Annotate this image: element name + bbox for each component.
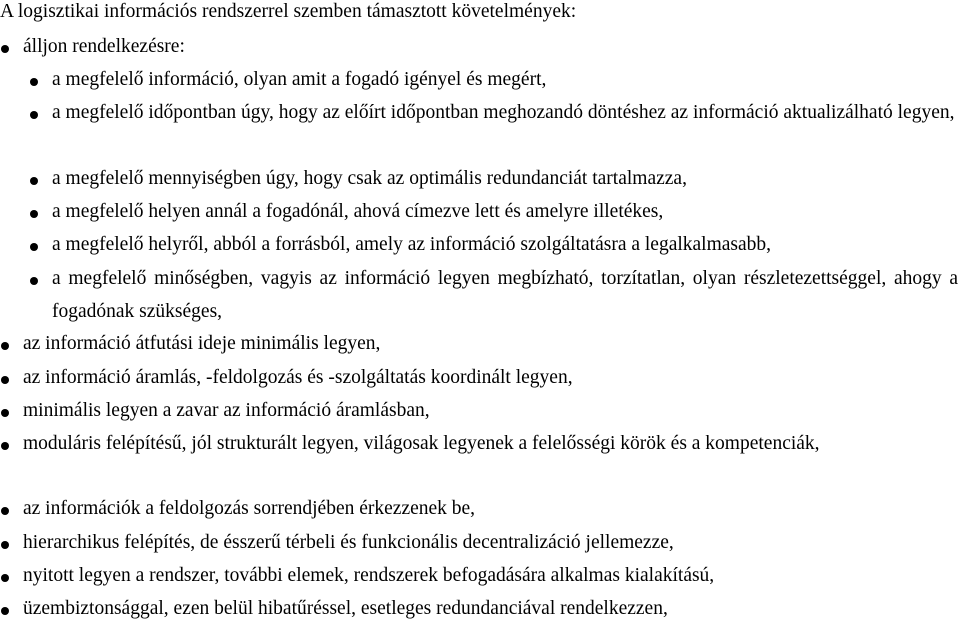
- list-item: [0, 361, 958, 395]
- bullet-icon: [1, 507, 9, 515]
- bullet-icon: [30, 111, 38, 119]
- list-item-text: moduláris felépítésű, jól strukturált legyen, világosak legyenek a felelősségi körök és a kompetenciák,: [23, 433, 820, 454]
- list-item: [30, 162, 958, 196]
- bullet-icon: [30, 177, 38, 185]
- list-item-text: a megfelelő időpontban úgy, hogy az előírt időpontban meghozandó döntéshez az információ aktualizálható legyen,: [52, 102, 955, 123]
- bullet-icon: [1, 409, 9, 417]
- list-item-text: üzembiztonsággal, ezen belül hibatűréssel, esetleges redundanciával rendelkezzen,: [23, 598, 668, 619]
- list-item: [30, 63, 958, 97]
- bullet-icon: [1, 376, 9, 384]
- list-item-text: a megfelelő helyen annál a fogadónál, ahová címezve lett és amelyre illetékes,: [52, 201, 664, 222]
- bullet-icon: [1, 442, 9, 450]
- bullet-icon: [30, 78, 38, 86]
- list-item: [0, 327, 958, 361]
- bullet-icon: [1, 45, 9, 53]
- list-item: [0, 592, 958, 626]
- list-item: [30, 262, 958, 328]
- list-item-text: az információk a feldolgozás sorrendjében érkezzenek be,: [23, 498, 476, 519]
- list-item: [0, 559, 958, 593]
- bullet-icon: [1, 541, 9, 549]
- bullet-icon: [1, 342, 9, 350]
- list-item: [30, 96, 958, 129]
- bullet-icon: [30, 243, 38, 251]
- list-item: [0, 394, 958, 428]
- bullet-icon: [1, 574, 9, 582]
- list-item: [30, 195, 958, 229]
- list-item: [0, 30, 958, 64]
- bullet-icon: [30, 210, 38, 218]
- list-item-text: az információ áramlás, -feldolgozás és -szolgáltatás koordinált legyen,: [23, 367, 573, 388]
- list-item-text: az információ átfutási ideje minimális legyen,: [23, 333, 381, 354]
- list-item-text: a megfelelő minőségben, vagyis az információ legyen megbízható, torzítatlan, olyan részletezettséggel, ahogy a fogadónak szükséges,: [52, 268, 958, 322]
- list-item-text: a megfelelő helyről, abból a forrásból, amely az információ szolgáltatásra a legalkalmasabb,: [52, 234, 772, 255]
- list-item-text: álljon rendelkezésre:: [23, 36, 185, 57]
- list-item-text: nyitott legyen a rendszer, további elemek, rendszerek befogadására alkalmas kialakítású,: [23, 565, 715, 586]
- list-item-text: hierarchikus felépítés, de ésszerű térbeli és funkcionális decentralizáció jellemezze,: [23, 532, 674, 553]
- document-heading: A logisztikai információs rendszerrel szemben támasztott követelmények:: [0, 1, 577, 22]
- list-item: [0, 526, 958, 560]
- bullet-icon: [1, 607, 9, 615]
- list-item: [0, 492, 958, 526]
- list-item-text: a megfelelő mennyiségben úgy, hogy csak az optimális redundanciát tartalmazza,: [52, 168, 687, 189]
- list-item: [0, 427, 958, 460]
- bullet-icon: [30, 277, 38, 285]
- list-item: [30, 228, 958, 262]
- list-item-text: minimális legyen a zavar az információ áramlásban,: [23, 400, 430, 421]
- list-item-text: a megfelelő információ, olyan amit a fogadó igényel és megért,: [52, 69, 547, 90]
